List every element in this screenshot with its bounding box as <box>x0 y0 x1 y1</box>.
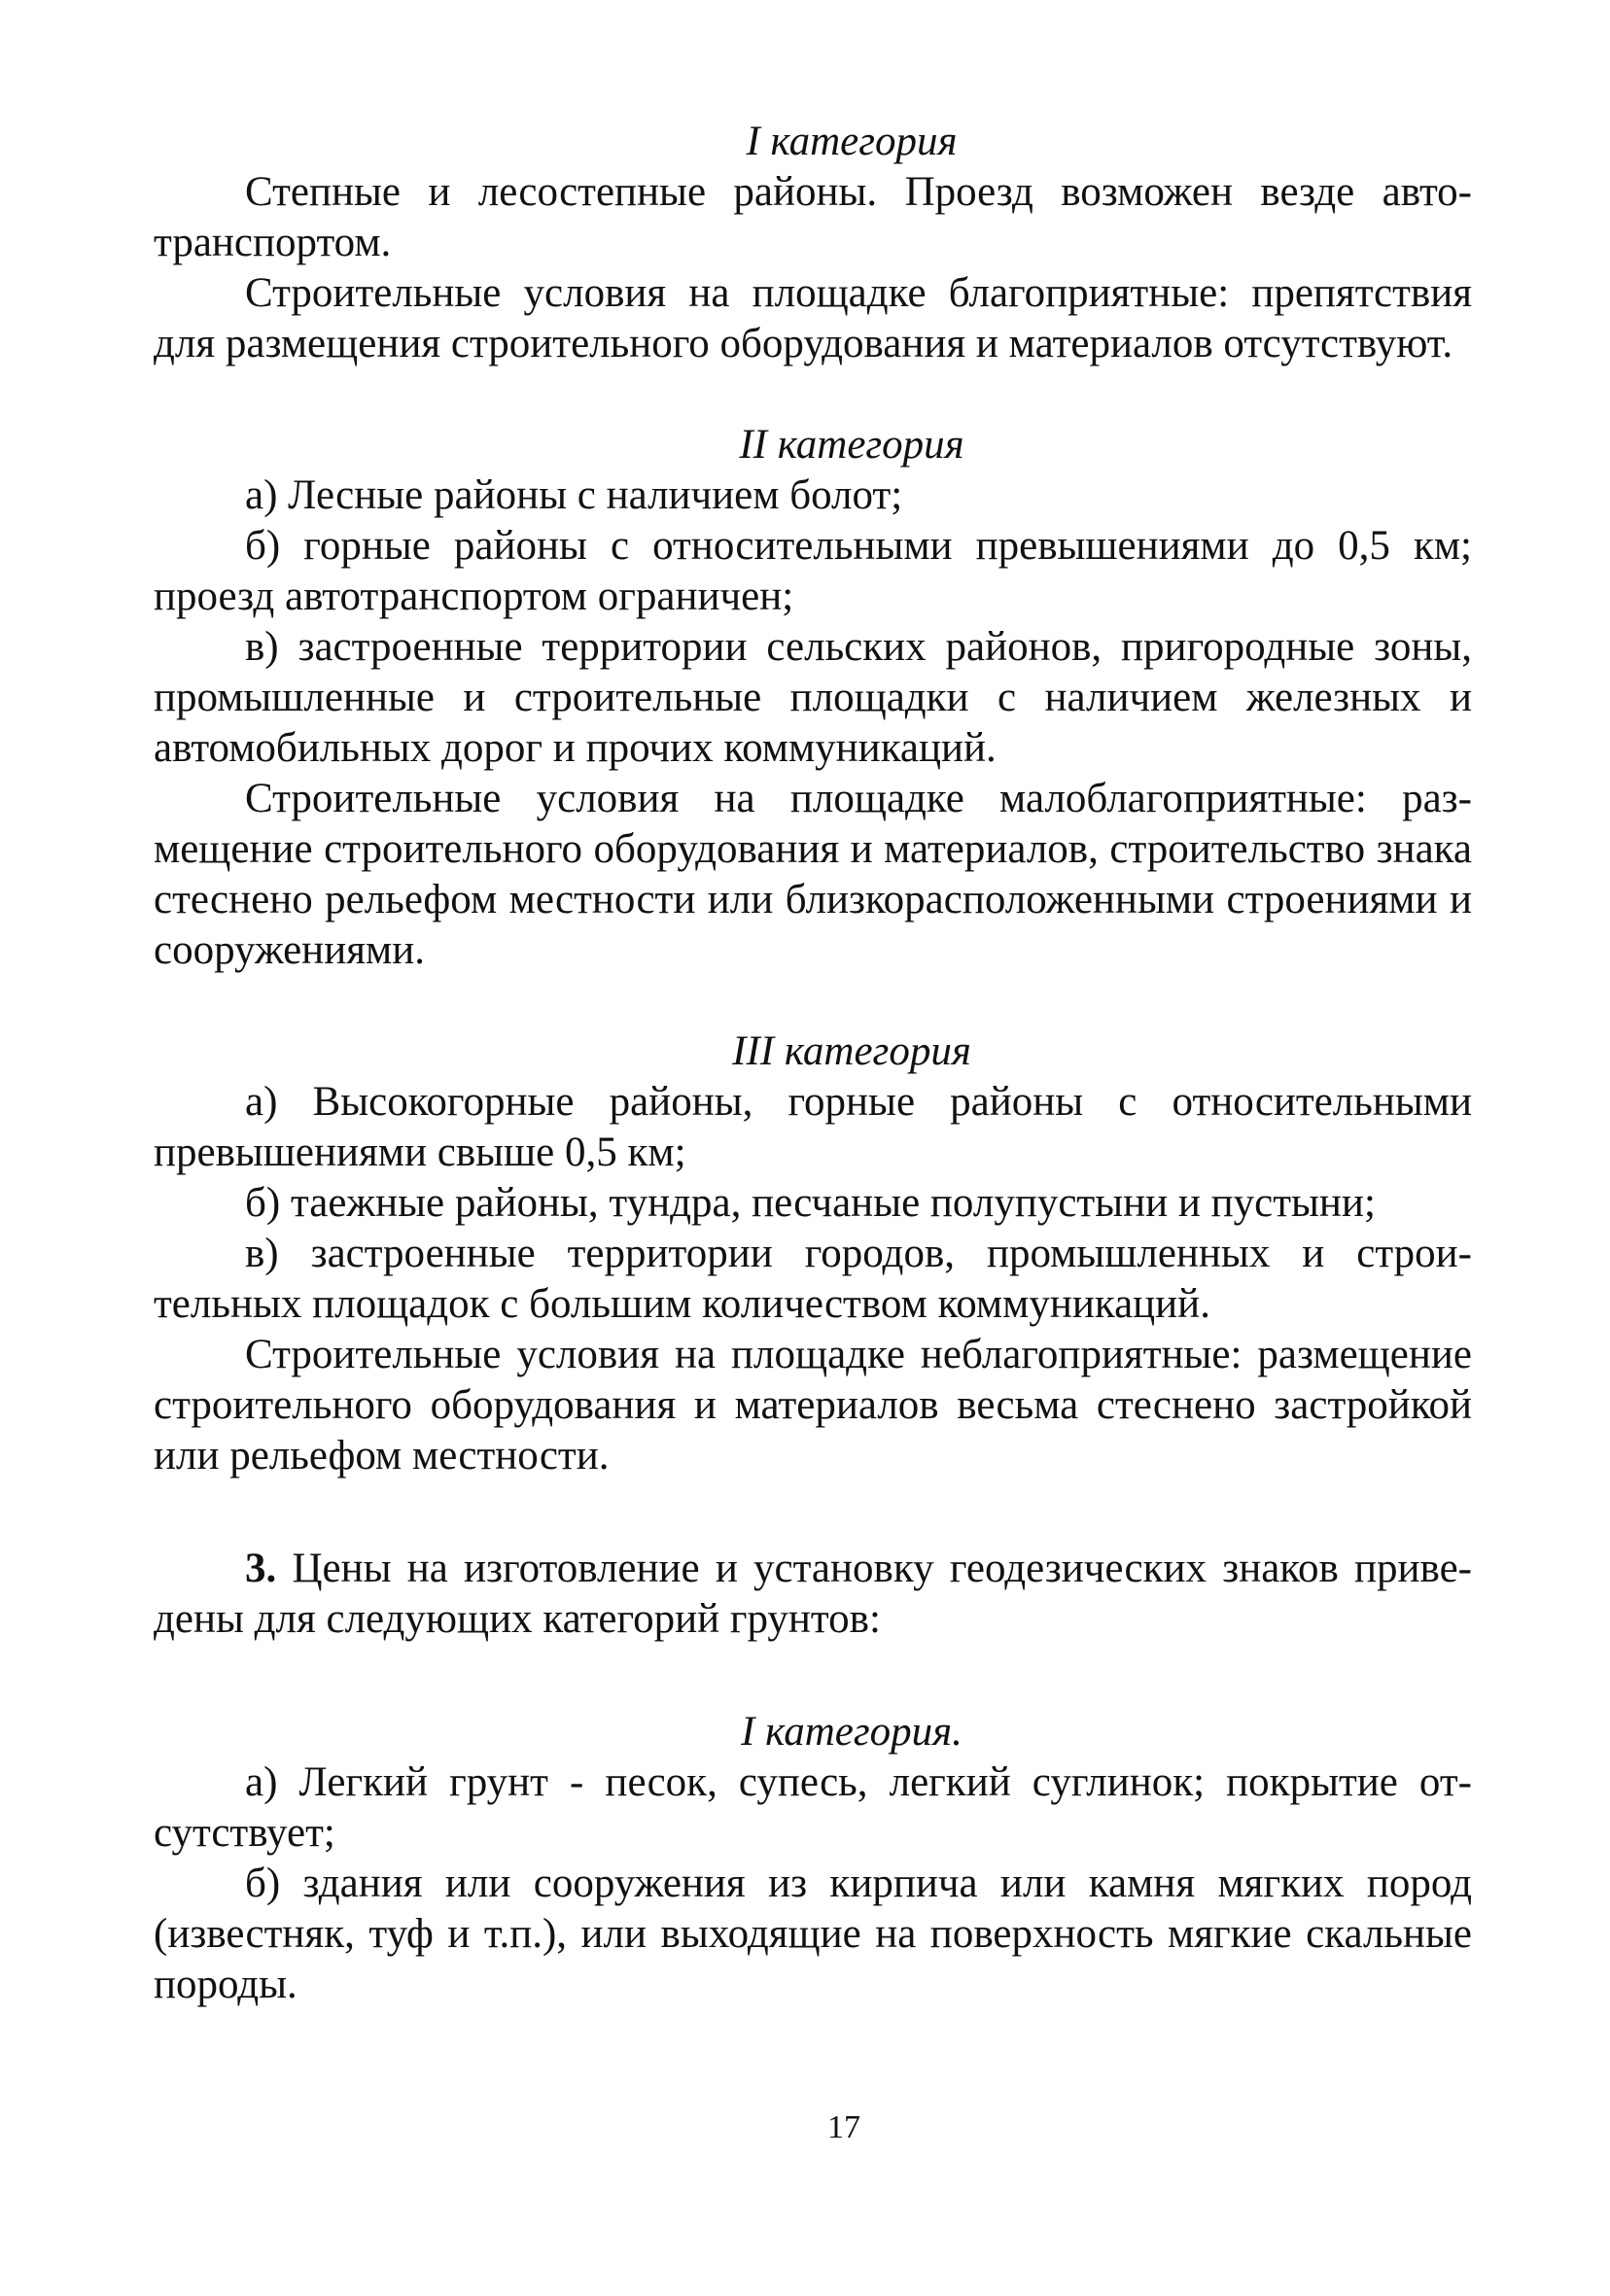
paragraph: Строительные условия на площадке неблагоприятные: размещение строительного оборудования и материалов весьма стеснено застройкой или рельефом местности. <box>154 1332 1472 1478</box>
paragraph: Степные и лесостепные районы. Проезд возможен везде автотранспортом. <box>154 169 1472 265</box>
paragraph: б) таежные районы, тундра, песчаные полупустыни и пустыни; <box>245 1180 1376 1226</box>
category-heading: I категория <box>746 119 958 164</box>
paragraph: Строительные условия на площадке благоприятные: препятствия для размещения строительного оборудования и материалов отсутствуют. <box>154 270 1472 366</box>
numbered-paragraph <box>154 1544 1472 1645</box>
document-page <box>154 117 1472 2010</box>
category-heading: II категория <box>739 422 964 468</box>
paragraph: а) Высокогорные районы, горные районы с относительными превышениями свыше 0,5 км; <box>154 1079 1472 1175</box>
paragraph: б) горные районы с относительными превышениями до 0,5 км; проезд автотранспортом ограничен; <box>154 523 1472 619</box>
spacer <box>154 1481 1472 1544</box>
category-heading: III категория <box>732 1028 971 1074</box>
paragraph: Строительные условия на площадке малоблагоприятные: размещение строительного оборудования и материалов, строительство знака стеснено рельефом местности или близкорасположенными строениями и сооружениями. <box>154 776 1472 973</box>
spacer <box>154 369 1472 420</box>
paragraph: б) здания или сооружения из кирпича или камня мягких пород (известняк, туф и т.п.), или выходящие на поверхность мягкие скальные породы. <box>154 1861 1472 2007</box>
item-text: Цены на изготовление и установку геодезических знаков приведены для следующих категорий грунтов: <box>154 1546 1472 1642</box>
category-heading: I категория. <box>741 1709 962 1755</box>
item-number: 3. <box>245 1546 277 1591</box>
paragraph: в) застроенные территории городов, промышленных и строительных площадок с большим количеством коммуникаций. <box>154 1231 1472 1327</box>
page-number: 17 <box>827 2109 860 2145</box>
paragraph: а) Легкий грунт - песок, супесь, легкий суглинок; покрытие отсутствует; <box>154 1759 1472 1856</box>
paragraph: а) Лесные районы с наличием болот; <box>245 472 903 518</box>
spacer <box>154 1645 1472 1707</box>
spacer <box>154 976 1472 1026</box>
paragraph: в) застроенные территории сельских районов, пригородные зоны, промышленные и строительные площадки с наличием железных и автомобильных дорог и прочих коммуникаций. <box>154 624 1472 771</box>
